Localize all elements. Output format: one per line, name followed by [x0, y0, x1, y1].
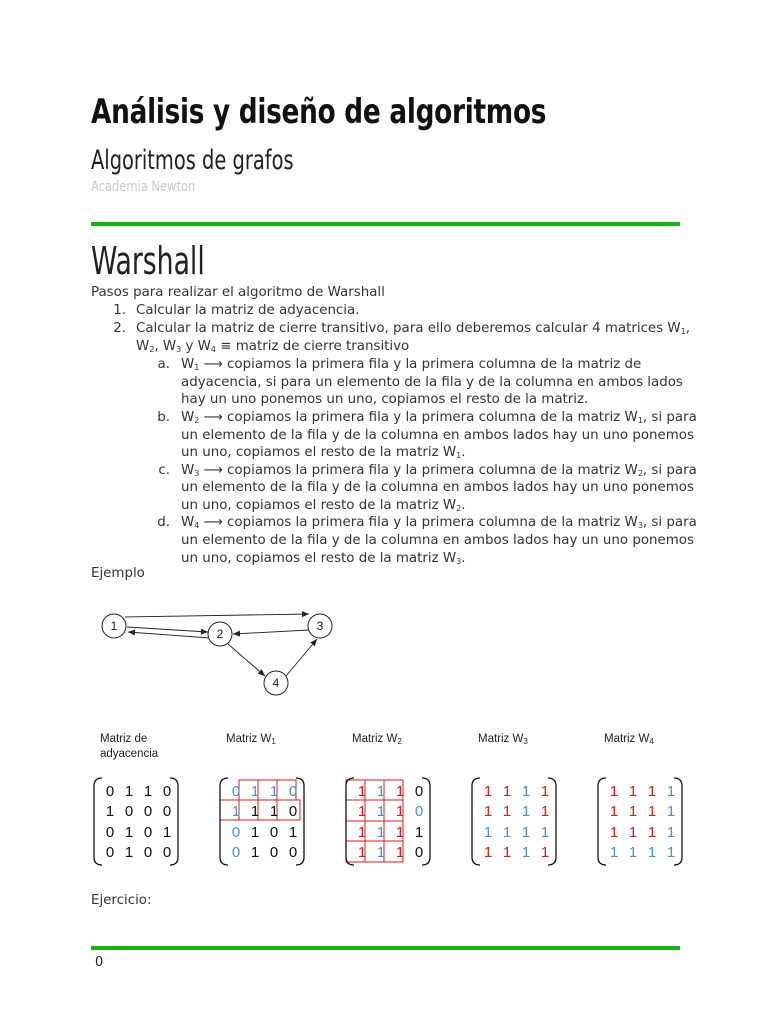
substep-d-line-2: un elemento de la fila y de la columna en ambos lados hay un uno ponemos: [181, 533, 694, 548]
matrix-cell: 1: [483, 844, 493, 861]
section-heading: Warshall: [91, 239, 205, 283]
matrix-cell: 1: [395, 844, 405, 861]
matrix-cell: 1: [124, 824, 134, 841]
matrix-cell: 1: [357, 783, 367, 800]
matrix-cell: 1: [376, 824, 386, 841]
substep-a-line-1: $W_1$ ⟶ copiamos la primera fila y la primera columna de la matriz de: [181, 357, 642, 372]
matrix-cell: 1: [143, 783, 153, 800]
w2-highlight: [346, 780, 403, 862]
document-subtitle: Algoritmos de grafos: [91, 145, 294, 176]
substep-a-line-2: adyacencia, si para un elemento de la fila y de la columna en ambos lados: [181, 375, 683, 390]
graph-node-3-label: 3: [316, 619, 324, 633]
matrix-cell: 1: [483, 803, 493, 820]
matrix-left-bracket: [220, 778, 228, 865]
matrix-cell: 1: [666, 824, 676, 841]
step-1-number: 1.: [113, 303, 126, 318]
matrix-cell: 1: [124, 844, 134, 861]
matrix-cell: 1: [647, 783, 657, 800]
matrix-cell: 1: [414, 824, 424, 841]
matrix-cell: 1: [540, 803, 550, 820]
substep-b-line-2: un elemento de la fila y de la columna en ambos lados hay un uno ponemos: [181, 428, 694, 443]
matrix-cell: 1: [502, 803, 512, 820]
matrix-cell: 0: [288, 783, 298, 800]
document-author: Academia Newton: [91, 179, 196, 195]
matrix-cell: 1: [628, 824, 638, 841]
matrix-cell: 0: [143, 824, 153, 841]
matrix-cell: 0: [124, 803, 134, 820]
matrix-w1-label: Matriz $W_1$: [226, 733, 276, 746]
matrix-cell: 0: [143, 803, 153, 820]
matrix-cell: 1: [483, 824, 493, 841]
matrix-cell: 1: [502, 783, 512, 800]
substep-a-label: a.: [157, 357, 170, 372]
graph-node-4-label: 4: [272, 676, 280, 690]
matrix-cell: 0: [231, 824, 241, 841]
matrix-cell: 1: [628, 844, 638, 861]
matrix-cell: 1: [540, 824, 550, 841]
matrix-cell: 1: [502, 824, 512, 841]
substep-c-line-1: $W_3$ ⟶ copiamos la primera fila y la primera columna de la matriz $W_2$, si para: [181, 463, 697, 478]
edge-2-1: [128, 632, 210, 638]
matrix-cell: 1: [124, 783, 134, 800]
matrix-cell: 0: [162, 783, 172, 800]
matrix-cell: 1: [628, 783, 638, 800]
matrix-adj: [94, 778, 178, 865]
matrix-left-bracket: [598, 778, 606, 865]
exercise-label: Ejercicio:: [91, 893, 152, 908]
matrix-right-bracket: [422, 778, 430, 865]
substep-d-line-1: $W_4$ ⟶ copiamos la primera fila y la primera columna de la matriz $W_3$, si para: [181, 515, 697, 530]
matrix-cell: 1: [609, 783, 619, 800]
substep-c-line-3: un uno, copiamos el resto de la matriz $W_2$.: [181, 498, 466, 513]
matrix-right-bracket: [674, 778, 682, 865]
matrix-cell: 1: [376, 844, 386, 861]
matrix-cell: 0: [288, 844, 298, 861]
matrix-cell: 1: [250, 783, 260, 800]
matrix-cell: 0: [105, 783, 115, 800]
matrix-cell: 1: [288, 824, 298, 841]
matrix-cell: 1: [250, 824, 260, 841]
edge-1-3: [125, 614, 309, 617]
matrix-w4-label: Matriz $W_4$: [604, 733, 654, 746]
matrix-cell: 1: [540, 844, 550, 861]
matrix-cell: 0: [269, 824, 279, 841]
matrix-cell: 1: [666, 783, 676, 800]
matrix-cell: 1: [666, 844, 676, 861]
matrix-cell: 1: [647, 844, 657, 861]
step-2-line-1: Calcular la matriz de cierre transitivo, para ello deberemos calcular 4 matrices $W_1$,: [136, 321, 691, 336]
matrix-cell: 0: [414, 844, 424, 861]
matrix-cell: 1: [666, 803, 676, 820]
matrix-cell: 1: [540, 783, 550, 800]
matrix-cell: 1: [231, 803, 241, 820]
substep-d-label: d.: [157, 515, 170, 530]
matrix-cell: 1: [609, 803, 619, 820]
document-title: Análisis y diseño de algoritmos: [91, 92, 547, 132]
matrix-cell: 1: [357, 844, 367, 861]
edge-2-4: [228, 644, 265, 676]
matrix-adj-label: Matriz de adyacencia: [100, 733, 159, 760]
matrix-cell: 0: [414, 803, 424, 820]
edge-3-2: [233, 630, 309, 634]
matrix-right-bracket: [548, 778, 556, 865]
matrix-cell: 1: [250, 803, 260, 820]
matrix-cell: 0: [231, 844, 241, 861]
matrix-cell: 0: [105, 824, 115, 841]
graph-diagram: [90, 600, 350, 700]
matrix-cell: 1: [376, 803, 386, 820]
matrix-cell: 0: [231, 783, 241, 800]
matrix-cell: 0: [288, 803, 298, 820]
substep-c-label: c.: [158, 463, 170, 478]
matrix-left-bracket: [472, 778, 480, 865]
matrix-cell: 1: [647, 824, 657, 841]
matrix-cell: 1: [521, 844, 531, 861]
matrix-right-bracket: [170, 778, 178, 865]
matrix-cell: 1: [269, 803, 279, 820]
substep-c-line-2: un elemento de la fila y de la columna en ambos lados hay un uno ponemos: [181, 480, 694, 495]
matrix-w3: [472, 778, 556, 865]
matrix-cell: 1: [395, 783, 405, 800]
matrix-cell: 0: [105, 844, 115, 861]
matrix-cell: 1: [609, 824, 619, 841]
matrix-cell: 1: [269, 783, 279, 800]
matrix-cell: 1: [647, 803, 657, 820]
intro-text: Pasos para realizar el algoritmo de Warshall: [91, 285, 385, 300]
matrix-cell: 1: [628, 803, 638, 820]
graph-node-1-label: 1: [110, 619, 118, 633]
step-2-number: 2.: [113, 321, 126, 336]
matrix-right-bracket: [296, 778, 304, 865]
matrix-cell: 1: [521, 783, 531, 800]
matrix-w3-label: Matriz $W_3$: [478, 733, 528, 746]
edge-1-2: [127, 627, 208, 632]
matrix-cell: 1: [502, 844, 512, 861]
matrix-cell: 0: [162, 803, 172, 820]
matrix-cell: 1: [395, 824, 405, 841]
substep-b-line-1: $W_2$ ⟶ copiamos la primera fila y la primera columna de la matriz $W_1$, si para: [181, 410, 697, 425]
matrix-w2-label: Matriz $W_2$: [352, 733, 402, 746]
matrix-cell: 1: [376, 783, 386, 800]
example-label: Ejemplo: [91, 566, 145, 581]
matrix-cell: 1: [357, 803, 367, 820]
matrix-w1: [220, 778, 304, 865]
matrix-cell: 0: [414, 783, 424, 800]
matrix-cell: 1: [357, 824, 367, 841]
matrix-cell: 1: [483, 783, 493, 800]
matrix-cell: 1: [609, 844, 619, 861]
matrix-left-bracket: [94, 778, 102, 865]
matrix-cell: 1: [521, 824, 531, 841]
edge-4-3: [286, 639, 317, 676]
step-2-line-2: $W_2$, $W_3$ y $W_4$ ≡ matriz de cierre transitivo: [136, 339, 410, 354]
header-rule: [91, 222, 680, 226]
matrix-cell: 1: [395, 803, 405, 820]
matrix-cell: 1: [105, 803, 115, 820]
matrix-cell: 1: [521, 803, 531, 820]
footer-rule: [91, 946, 680, 950]
page-number: 0: [95, 955, 104, 970]
matrix-cell: 0: [143, 844, 153, 861]
substep-a-line-3: hay un uno ponemos un uno, copiamos el resto de la matriz.: [181, 392, 589, 407]
matrix-w4: [598, 778, 682, 865]
step-1-text: Calcular la matriz de adyacencia.: [136, 303, 360, 318]
substep-b-label: b.: [157, 410, 170, 425]
matrices-figure: [80, 770, 690, 870]
matrix-cell: 0: [269, 844, 279, 861]
graph-node-2-label: 2: [216, 627, 224, 641]
matrix-cell: 1: [250, 844, 260, 861]
substep-b-line-3: un uno, copiamos el resto de la matriz $W_1$.: [181, 445, 466, 460]
substep-d-line-3: un uno, copiamos el resto de la matriz $W_3$.: [181, 551, 466, 566]
matrix-cell: 1: [162, 824, 172, 841]
matrix-cell: 0: [162, 844, 172, 861]
